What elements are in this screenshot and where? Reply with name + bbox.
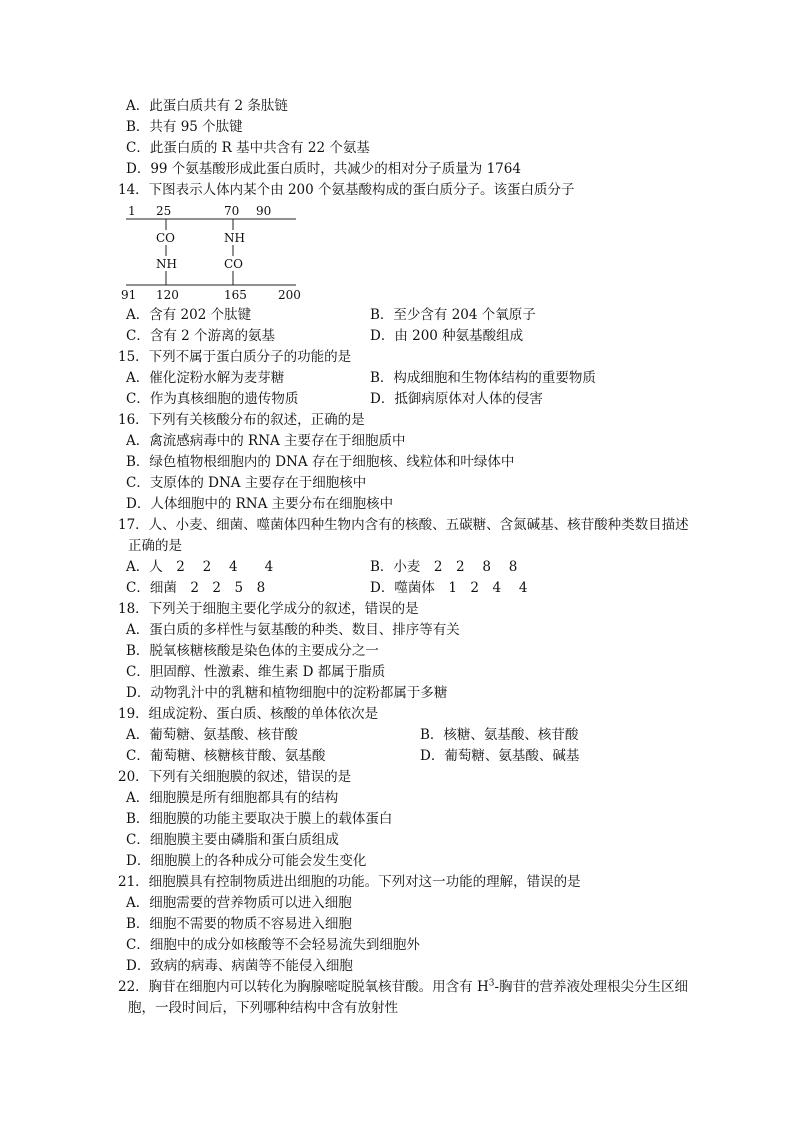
text-line-l22: B．脱氧核糖核酸是染色体的主要成分之一 [126, 643, 379, 659]
text-line-l4: D．99 个氨基酸形成此蛋白质时，共减少的相对分子质量为 1764 [126, 161, 521, 177]
text-line-l19: C．细菌 2 2 5 8 [126, 580, 266, 596]
text-line-l27: C．葡萄糖、核糖核苷酸、氨基酸 [126, 748, 326, 764]
text-line-l8: 15．下列不属于蛋白质分子的功能的是 [118, 349, 352, 365]
text-line-l26b: B．核糖、氨基酸、核苷酸 [420, 727, 579, 743]
text-line-l7: C．含有 2 个游离的氨基 [126, 328, 276, 344]
right-bridge-nh: NH [224, 231, 245, 245]
text-line-l5: 14．下图表示人体内某个由 200 个氨基酸构成的蛋白质分子。该蛋白质分子 [118, 182, 575, 198]
text-line-l3: C．此蛋白质的 R 基中共含有 22 个氨基 [126, 140, 370, 156]
left-bridge-nh: NH [156, 257, 177, 271]
protein-diagram [118, 203, 318, 303]
q22-superscript: 3 [488, 978, 495, 989]
text-line-l1: A．此蛋白质共有 2 条肽链 [126, 98, 288, 114]
q22-text-after: -胸苷的营养液处理根尖分生区细 [494, 979, 689, 995]
text-line-l19b: D．噬菌体 1 2 4 4 [370, 580, 528, 596]
text-line-l25: 19．组成淀粉、蛋白质、核酸的单体依次是 [118, 706, 379, 722]
text-line-l31: C．细胞膜主要由磷脂和蛋白质组成 [126, 832, 339, 848]
top-label-4: 90 [256, 204, 272, 218]
text-line-l11: 16．下列有关核酸分布的叙述，正确的是 [118, 412, 365, 428]
text-line-l28: 20．下列有关细胞膜的叙述，错误的是 [118, 769, 352, 785]
bottom-label-3: 165 [224, 288, 247, 302]
text-line-l21: A．蛋白质的多样性与氨基酸的种类、数目、排序等有关 [126, 622, 460, 638]
text-line-l27b: D．葡萄糖、氨基酸、碱基 [420, 748, 580, 764]
text-line-l10b: D．抵御病原体对人体的侵害 [370, 391, 543, 407]
text-line-l32: D．细胞膜上的各种成分可能会发生变化 [126, 853, 367, 869]
text-line-l13: B．绿色植物根细胞内的 DNA 存在于细胞核、线粒体和叶绿体中 [126, 454, 515, 470]
text-line-l37: D．致病的病毒、病菌等不能侵入细胞 [126, 958, 353, 974]
text-line-l6: A．含有 202 个肽键 [126, 307, 252, 323]
text-line-l30: B．细胞膜的功能主要取决于膜上的载体蛋白 [126, 811, 393, 827]
text-line-l12: A．禽流感病毒中的 RNA 主要存在于细胞质中 [126, 433, 406, 449]
text-line-l2: B．共有 95 个肽键 [126, 119, 243, 135]
text-line-l7b: D．由 200 种氨基酸组成 [370, 328, 524, 344]
text-line-l16: 17．人、小麦、细菌、噬菌体四种生物内含有的核酸、五碳糖、含氮碱基、核苷酸种类数目描述 [118, 517, 689, 533]
top-label-3: 70 [224, 204, 240, 218]
top-label-1: 1 [128, 204, 136, 218]
text-line-l17: 正确的是 [128, 538, 182, 554]
bottom-label-4: 200 [278, 288, 301, 302]
text-line-l29: A．细胞膜是所有细胞都具有的结构 [126, 790, 339, 806]
text-line-l6b: B．至少含有 204 个氧原子 [370, 307, 536, 323]
left-bridge-co: CO [156, 231, 176, 245]
text-line-l23: C．胆固醇、性激素、维生素 D 都属于脂质 [126, 664, 386, 680]
text-line-l15: D．人体细胞中的 RNA 主要分布在细胞核中 [126, 496, 394, 512]
text-line-l36: C．细胞中的成分如核酸等不会轻易流失到细胞外 [126, 937, 420, 953]
bottom-label-2: 120 [156, 288, 179, 302]
text-line-l39: 胞，一段时间后，下列哪种结构中含有放射性 [128, 1000, 398, 1016]
top-label-2: 25 [156, 204, 172, 218]
text-line-l26: A．葡萄糖、氨基酸、核苷酸 [126, 727, 298, 743]
text-line-l14: C．支原体的 DNA 主要存在于细胞核中 [126, 475, 367, 491]
text-line-l24: D．动物乳汁中的乳糖和植物细胞中的淀粉都属于多糖 [126, 685, 448, 701]
text-line-l18: A．人 2 2 4 4 [126, 559, 274, 575]
right-bridge-co: CO [224, 257, 244, 271]
bottom-label-1: 91 [121, 288, 137, 302]
text-line-l9: A．催化淀粉水解为麦芽糖 [126, 370, 285, 386]
q22-text-before: 22．胸苷在细胞内可以转化为胸腺嘧啶脱氧核苷酸。用含有 H [118, 979, 489, 995]
question-22-stem [118, 978, 688, 996]
text-line-l34: A．细胞需要的营养物质可以进入细胞 [126, 895, 352, 911]
text-line-l10: C．作为真核细胞的遗传物质 [126, 391, 299, 407]
text-line-l9b: B．构成细胞和生物体结构的重要物质 [370, 370, 596, 386]
text-line-l35: B．细胞不需要的物质不容易进入细胞 [126, 916, 352, 932]
text-line-l18b: B．小麦 2 2 8 8 [370, 559, 518, 575]
text-line-l20: 18．下列关于细胞主要化学成分的叙述，错误的是 [118, 601, 419, 617]
text-line-l33: 21．细胞膜具有控制物质进出细胞的功能。下列对这一功能的理解，错误的是 [118, 874, 581, 890]
